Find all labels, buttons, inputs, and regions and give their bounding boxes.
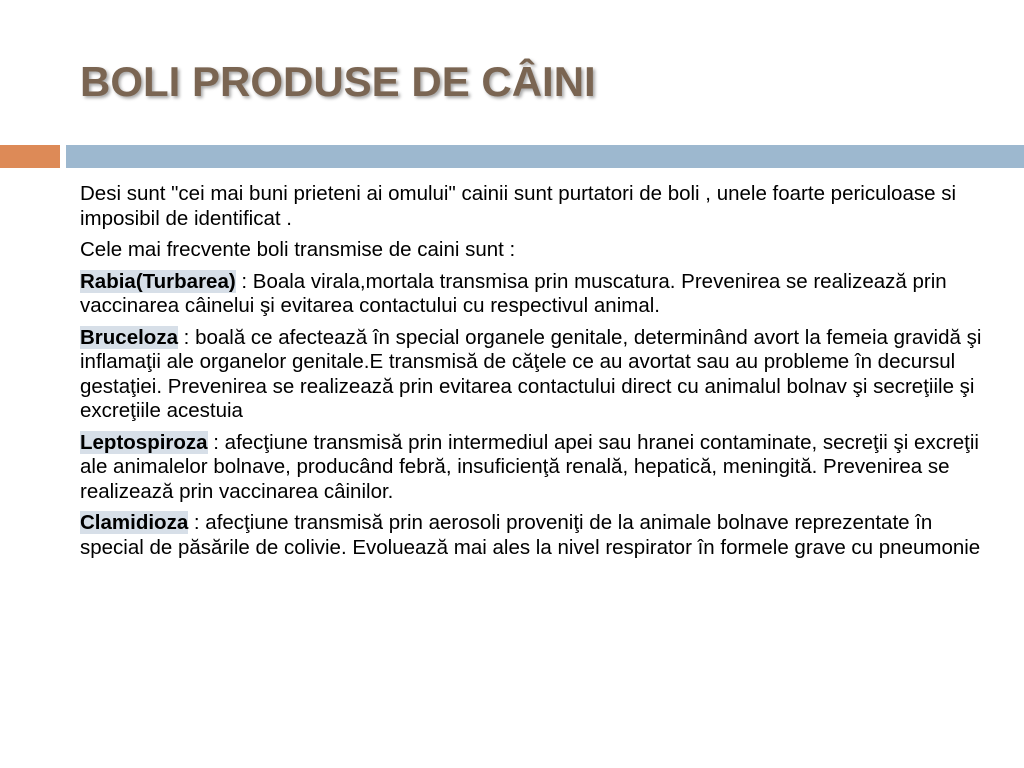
disease-term-clamidioza: Clamidioza [80,511,189,534]
disease-description-bruceloza: : boală ce afectează în special organele genitale, determinând avort la femeia gravidă şi inflamaţii ale organelor genitale.E transmisă de căţele ce au avortat sau au probleme în decursul gestaţiei. Prevenirea se realizează prin evitarea contactului direct cu animalul bolnav şi secreţiile şi excreţiile acestuia [80,325,982,422]
slide-title: BOLI PRODUSE DE CÂINI [80,58,596,105]
disease-description-leptospiroza: : afecţiune transmisă prin intermediul apei sau hranei contaminate, secreţii şi excreţii ale animalelor bolnave, producând febră, insuficienţă renală, hepatică, meningită. Prevenirea se realizează prin vaccinarea câinilor. [80,430,979,503]
list-intro-text: Cele mai frecvente boli transmise de caini sunt : [80,238,516,261]
disease-term-bruceloza: Bruceloza [80,325,178,349]
title-divider-bar [66,145,1024,168]
disease-term-leptospiroza: Leptospiroza [80,430,208,454]
intro-text: Desi sunt "cei mai buni prieteni ai omului" cainii sunt purtatori de boli , unele foarte periculoase si imposibil de identificat . [80,182,957,230]
disease-leptospiroza [80,431,985,505]
disease-bruceloza [80,326,985,424]
disease-description-clamidioza: : afecţiune transmisă prin aerosoli proveniţi de la animale bolnave reprezentate în special de păsările de colivie. Evoluează mai ales la nivel respirator în formele grave cu pneumonie [80,511,981,559]
disease-description-rabia: : Boala virala,mortala transmisa prin muscatura. Prevenirea se realizează prin vaccinarea câinelui şi evitarea contactului cu respectivul animal. [80,269,947,317]
intro-paragraph [80,182,985,231]
slide-body [80,182,985,567]
disease-term-rabia: Rabia(Turbarea) [80,269,236,293]
disease-rabia [80,270,985,319]
title-accent-bar [0,145,60,168]
list-intro-paragraph [80,238,985,263]
disease-clamidioza [80,511,985,560]
